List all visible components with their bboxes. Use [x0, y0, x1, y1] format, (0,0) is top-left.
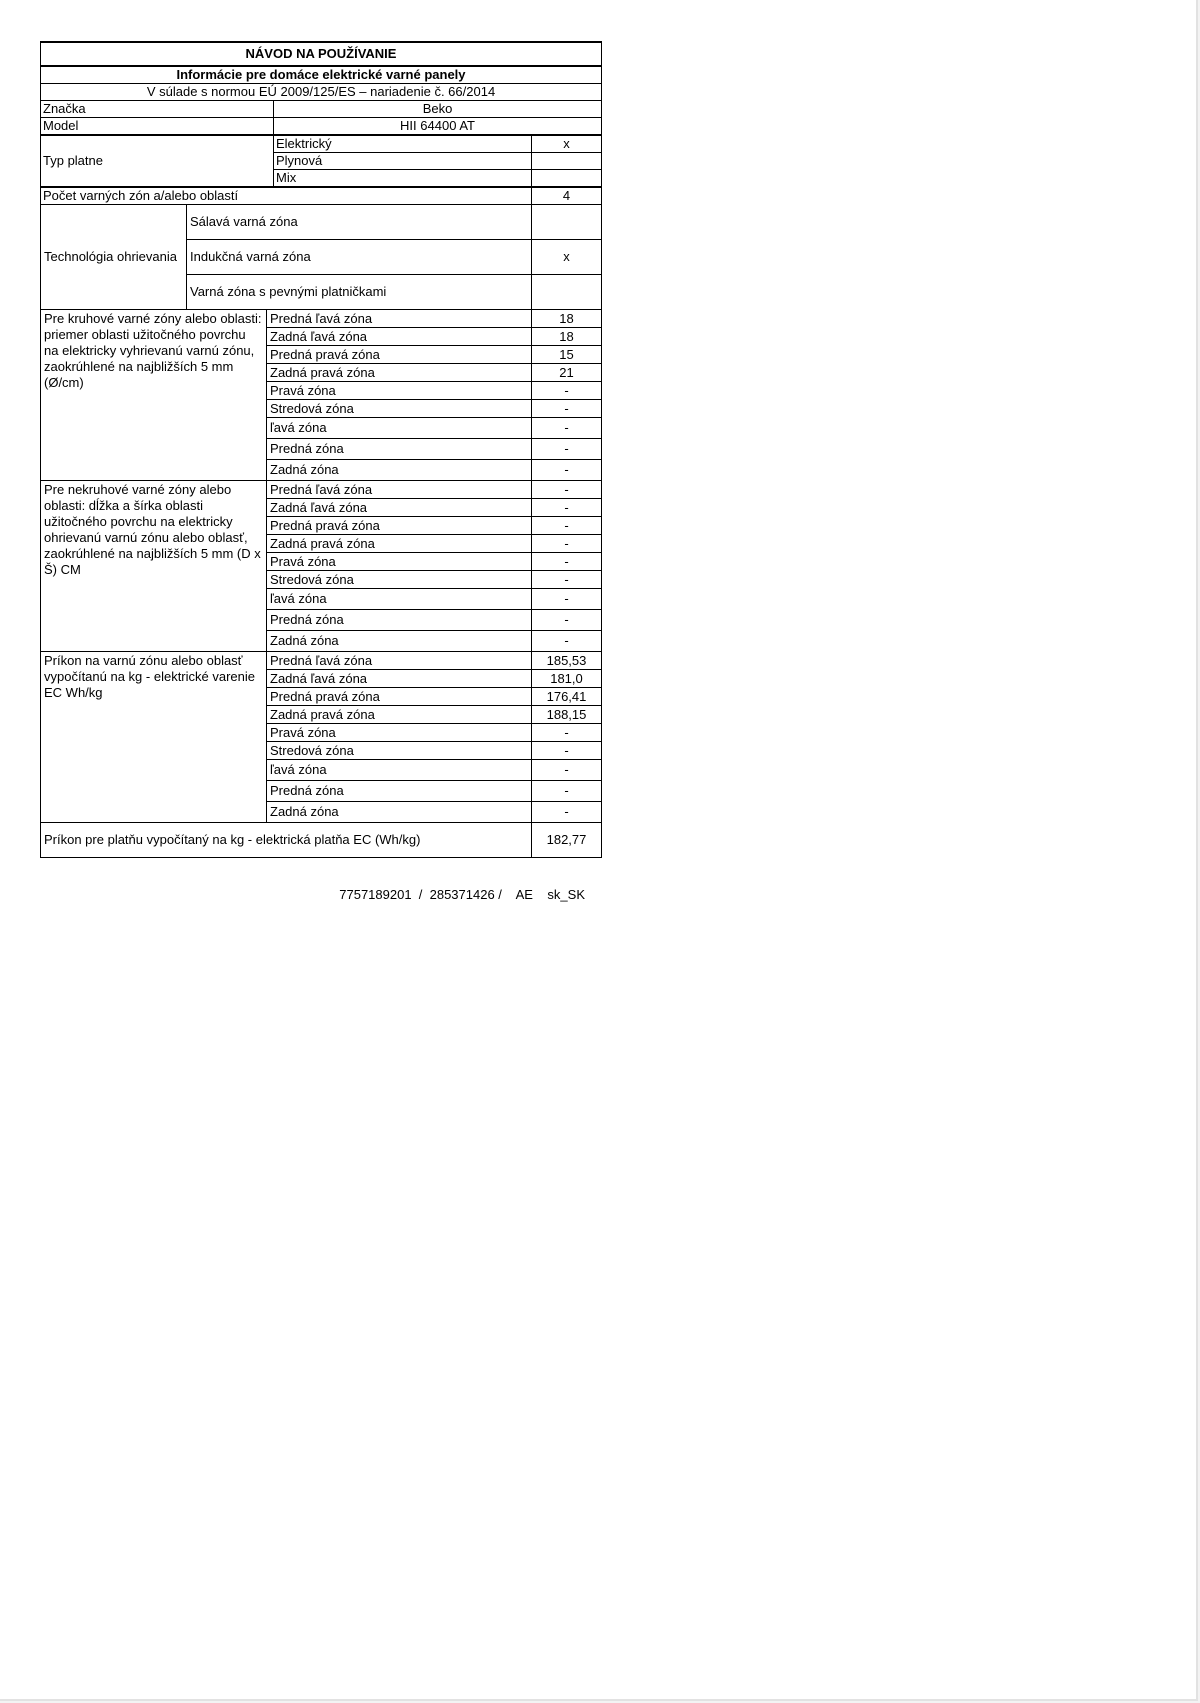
hob-type-label: Typ platne [41, 135, 274, 187]
zone-value: - [532, 631, 602, 652]
zone-name: Predná zóna [267, 781, 532, 802]
spec-table [40, 204, 602, 858]
zone-name: Pravá zóna [267, 724, 532, 742]
zone-name: Pravá zóna [267, 553, 532, 571]
document-subtitle: Informácie pre domáce elektrické varné panely [41, 66, 602, 84]
zone-name: Zadná pravá zóna [267, 364, 532, 382]
zone-value: 21 [532, 364, 602, 382]
consumption-zones-label: Príkon na varnú zónu alebo oblasť vypočítanú na kg - elektrické varenie EC Wh/kg [41, 652, 267, 823]
zone-name: Zadná zóna [267, 460, 532, 481]
zone-value: - [532, 535, 602, 553]
heating-option: Sálavá varná zóna [187, 205, 532, 240]
model-value: HII 64400 AT [274, 118, 602, 136]
zone-name: ľavá zóna [267, 418, 532, 439]
zone-value: 188,15 [532, 706, 602, 724]
heating-option: Indukčná varná zóna [187, 240, 532, 275]
zone-value: 18 [532, 310, 602, 328]
heating-option: Varná zóna s pevnými platničkami [187, 275, 532, 310]
regulation-note: V súlade s normou EÚ 2009/125/ES – nariadenie č. 66/2014 [41, 84, 602, 101]
zone-value: - [532, 439, 602, 460]
brand-value: Beko [274, 101, 602, 118]
zone-name: Predná zóna [267, 610, 532, 631]
zone-name: Stredová zóna [267, 742, 532, 760]
zone-value: 18 [532, 328, 602, 346]
zone-name: Zadná ľavá zóna [267, 670, 532, 688]
product-fiche [40, 41, 601, 858]
zone-value: - [532, 802, 602, 823]
heating-value [532, 205, 602, 240]
zone-value: - [532, 781, 602, 802]
zone-name: Predná pravá zóna [267, 517, 532, 535]
zone-value: - [532, 460, 602, 481]
zone-count-value: 4 [532, 187, 602, 205]
zone-value: - [532, 610, 602, 631]
brand-label: Značka [41, 101, 274, 118]
zone-name: Stredová zóna [267, 400, 532, 418]
zone-name: Zadná ľavá zóna [267, 328, 532, 346]
noncircular-zones-label: Pre nekruhové varné zóny alebo oblasti: dĺžka a šírka oblasti užitočného povrchu na elektricky ohrievanú varnú zónu alebo oblasť, zaokrúhlené na najbližších 5 mm (D x Š) CM [41, 481, 267, 652]
circular-zones-label: Pre kruhové varné zóny alebo oblasti: priemer oblasti užitočného povrchu na elektricky vyhrievanú varnú zónu, zaokrúhlené na najbližších 5 mm (Ø/cm) [41, 310, 267, 481]
zone-value: - [532, 517, 602, 535]
zone-name: Zadná zóna [267, 802, 532, 823]
model-label: Model [41, 118, 274, 136]
hob-consumption-value: 182,77 [532, 823, 602, 858]
zone-name: Predná ľavá zóna [267, 310, 532, 328]
document-title: NÁVOD NA POUŽÍVANIE [41, 42, 602, 66]
zone-value: - [532, 553, 602, 571]
zone-value: - [532, 571, 602, 589]
zone-value: 15 [532, 346, 602, 364]
zone-value: - [532, 499, 602, 517]
heating-value: x [532, 240, 602, 275]
zone-name: Zadná ľavá zóna [267, 499, 532, 517]
zone-value: 181,0 [532, 670, 602, 688]
zone-value: - [532, 760, 602, 781]
zone-value: 176,41 [532, 688, 602, 706]
zone-name: Zadná pravá zóna [267, 706, 532, 724]
header-table [40, 41, 602, 205]
zone-name: ľavá zóna [267, 760, 532, 781]
zone-value: - [532, 400, 602, 418]
zone-name: Predná zóna [267, 439, 532, 460]
zone-value: 185,53 [532, 652, 602, 670]
heating-technology-label: Technológia ohrievania [41, 205, 187, 310]
hob-type-option: Mix [274, 170, 532, 188]
zone-name: Predná ľavá zóna [267, 652, 532, 670]
zone-value: - [532, 589, 602, 610]
zone-name: Stredová zóna [267, 571, 532, 589]
zone-value: - [532, 418, 602, 439]
hob-type-option: Plynová [274, 153, 532, 170]
zone-value: - [532, 382, 602, 400]
hob-type-value: x [532, 135, 602, 153]
zone-value: - [532, 724, 602, 742]
hob-type-option: Elektrický [274, 135, 532, 153]
hob-type-value [532, 153, 602, 170]
hob-consumption-label: Príkon pre platňu vypočítaný na kg - elektrická platňa EC (Wh/kg) [41, 823, 532, 858]
zone-name: Zadná zóna [267, 631, 532, 652]
document-code: 7757189201 / 285371426 / AE sk_SK [339, 887, 585, 902]
zone-count-label: Počet varných zón a/alebo oblastí [41, 187, 532, 205]
zone-name: Predná pravá zóna [267, 688, 532, 706]
zone-value: - [532, 742, 602, 760]
zone-value: - [532, 481, 602, 499]
heating-value [532, 275, 602, 310]
hob-type-value [532, 170, 602, 188]
zone-name: ľavá zóna [267, 589, 532, 610]
zone-name: Zadná pravá zóna [267, 535, 532, 553]
zone-name: Predná pravá zóna [267, 346, 532, 364]
zone-name: Predná ľavá zóna [267, 481, 532, 499]
zone-name: Pravá zóna [267, 382, 532, 400]
